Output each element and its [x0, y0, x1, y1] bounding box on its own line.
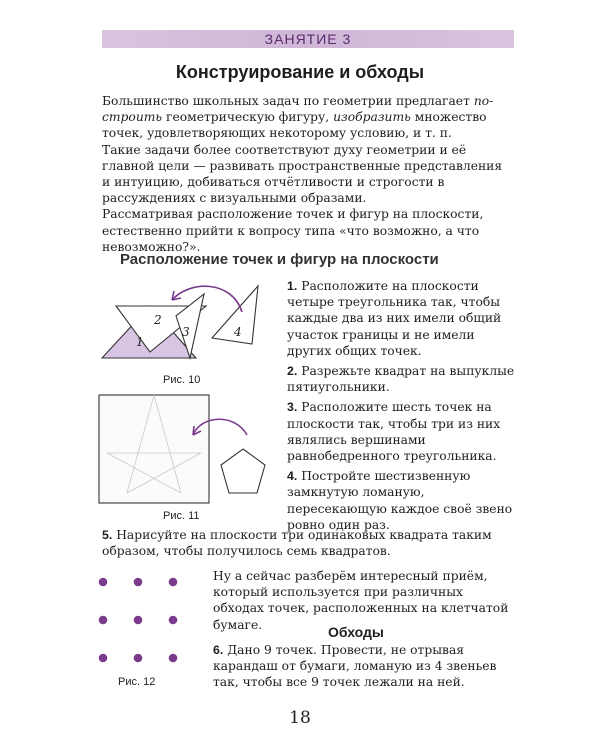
intro-paragraph-3: Рассматривая расположение точек и фигур на плоскости, естественно прийти к вопросу типа «что возможно, а что невозможно?».: [102, 207, 484, 254]
dot: [169, 654, 178, 663]
lesson-label: ЗАНЯТИЕ 3: [264, 31, 352, 47]
task-1: 1. Расположите на плоскости четыре треугольника так, чтобы каждые два из них имели общий участок границы и не имели других общих точек.: [287, 279, 502, 358]
dot: [99, 616, 108, 625]
dot: [134, 654, 143, 663]
figure-12-caption: Рис. 12: [118, 676, 156, 688]
task-6: 6. Дано 9 точек. Провести, не отрывая карандаш от бумаги, ломаную из 4 звеньев так, чтобы все 9 точек лежали на ней.: [213, 643, 497, 690]
pentagon: [221, 449, 265, 493]
triangle-label-3: 3: [182, 325, 190, 339]
task-list: [287, 278, 515, 537]
dot: [99, 578, 108, 587]
dot: [134, 578, 143, 587]
triangle-label-2: 2: [154, 313, 162, 327]
section-heading: Расположение точек и фигур на плоскости: [120, 251, 439, 268]
dot: [169, 578, 178, 587]
intro-paragraph-1: Большинство школьных задач по геометрии предлагает по-строить геометрическую фигуру, изобразить множество точек, удовлетворяющих некоторому условию, и т. п.: [102, 94, 494, 141]
square: [99, 395, 209, 503]
bypass-heading: Обходы: [328, 624, 384, 640]
page-title: Конструирование и обходы: [175, 62, 425, 82]
task-2: 2. Разрежьте квадрат на выпуклые пятиугольники.: [287, 364, 515, 395]
task-5: 5. Нарисуйте на плоскости три одинаковых квадрата таким образом, чтобы получилось семь квадратов.: [102, 528, 492, 559]
intro-paragraph-2: Такие задачи более соответствуют духу геометрии и её главной цели — развивать пространственные представления и интуицию, добиваться отчётливости и строгости в рассуждениях с визуальными образами.: [102, 142, 503, 206]
dot: [99, 654, 108, 663]
figure-11-caption: Рис. 11: [163, 510, 200, 522]
page-number: 18: [289, 708, 311, 728]
intro-text: [102, 93, 514, 255]
figure-10: [100, 276, 280, 370]
bypass-intro: Ну а сейчас разберём интересный приём, который используется при различных обходах точек, расположенных на клетчатой бумаге.: [213, 569, 509, 632]
triangle-label-4: 4: [234, 325, 242, 339]
lesson-header-band: [102, 30, 514, 48]
figure-11: [97, 393, 277, 507]
task-4: 4. Постройте шестизвенную замкнутую ломаную, пересекающую каждое своё звено ровно один раз.: [287, 469, 513, 532]
task-3: 3. Расположите шесть точек на плоскости так, чтобы три из них являлись вершинами равнобедренного треугольника.: [287, 400, 501, 464]
triangle-label-1: 1: [136, 335, 144, 349]
dot: [134, 616, 143, 625]
dot: [169, 616, 178, 625]
figure-10-caption: Рис. 10: [163, 374, 201, 386]
figure-12: [96, 575, 196, 669]
